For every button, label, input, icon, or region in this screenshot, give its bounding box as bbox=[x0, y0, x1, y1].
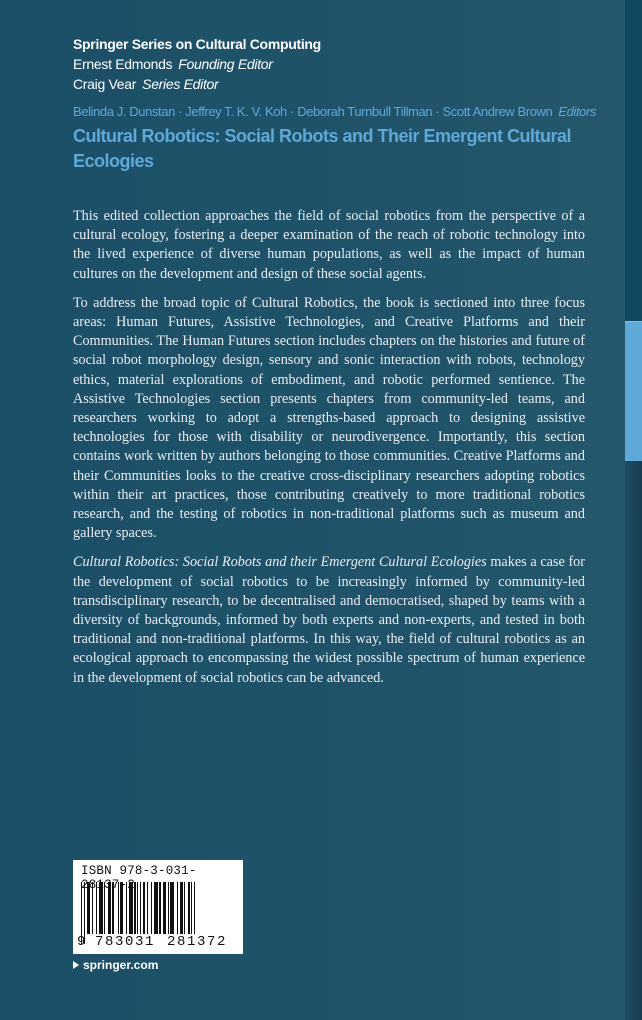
barcode-bars bbox=[81, 882, 236, 940]
series-info bbox=[73, 34, 321, 94]
series-editor-role: Series Editor bbox=[142, 76, 219, 92]
editors-names: Belinda J. Dunstan · Jeffrey T. K. V. Koh · Deborah Turnbull Tillman · Scott Andrew Brown bbox=[73, 104, 553, 119]
blurb-paragraph-2: To address the broad topic of Cultural Robotics, the book is sectioned into three focus areas: Human Futures, Assistive Technologies, and Creative Platforms and their Communities. The Human Futures section includes chapters on the histories and future of social robot morphology design, sensory and sonic interaction with robots, technology ethics, material explorations of embodiment, and robotic performed sentience. The Assistive Technologies section presents chapters from community-led teams, and researchers working to adopt a strengths-based approach to designing assistive technologies for those with disability or neurodivergence. Importantly, this section contains work written by authors belonging to those communities. Creative Platforms and their Communities looks to the creative cross-disciplinary researchers adopting robotics within their art practices, those contributing creatively to more traditional robotics research, and the testing of robotics in non-traditional platforms such as museum and gallery spaces. bbox=[73, 294, 585, 542]
ean-first-digit: 9 bbox=[77, 934, 88, 950]
book-title-line-1: Cultural Robotics: Social Robots and Their Emergent Cultural bbox=[73, 126, 572, 146]
blurb-book-title-italic: Cultural Robotics: Social Robots and their Emergent Cultural Ecologies bbox=[73, 554, 487, 571]
triangle-right-icon bbox=[73, 961, 79, 969]
blurb-paragraph-1: This edited collection approaches the field of social robotics from the perspective of a cultural ecology, fostering a deeper examination of the reach of robotic technology into the lived experience of diverse human populations, as well as the impact of human cultures on the development and design of these social agents. bbox=[73, 208, 585, 282]
book-title bbox=[73, 124, 573, 174]
book-editors bbox=[73, 104, 596, 119]
springer-link[interactable] bbox=[73, 958, 158, 972]
springer-link-text: springer.com bbox=[83, 958, 159, 972]
blurb-paragraph-3 bbox=[73, 553, 585, 687]
isbn-label: ISBN 978-3-031- 137-2 bbox=[81, 864, 197, 892]
founding-editor-role: Founding Editor bbox=[178, 56, 273, 72]
series-title: Springer Series on Cultural Computing bbox=[73, 36, 321, 52]
isbn-barcode bbox=[73, 860, 243, 954]
ean-left-digits: 783031 bbox=[95, 934, 156, 950]
series-editor bbox=[73, 74, 321, 94]
blurb bbox=[73, 207, 585, 698]
founding-editor-name: Ernest Edmonds bbox=[73, 56, 173, 72]
spine-accent-tab bbox=[625, 321, 642, 461]
founding-editor bbox=[73, 54, 321, 74]
book-title-line-2: Ecologies bbox=[73, 151, 154, 171]
series-editor-name: Craig Vear bbox=[73, 76, 137, 92]
ean-right-digits: 281372 bbox=[167, 934, 228, 950]
blurb-paragraph-3-text: makes a case for the development of social robotics to be increasingly informed by community-led transdisciplinary research, to be decentralised and democratised, shaped by teams with a diversity of backgrounds, informed by both experts and non-experts, and tested in both traditional and non-traditional platforms. In this way, the field of cultural robotics as an ecological approach to encompassing the widest possible spectrum of human experience in the development of social robotics can be advanced. bbox=[73, 554, 585, 686]
spine-strip-lower bbox=[625, 460, 642, 1020]
editors-role: Editors bbox=[558, 104, 597, 119]
